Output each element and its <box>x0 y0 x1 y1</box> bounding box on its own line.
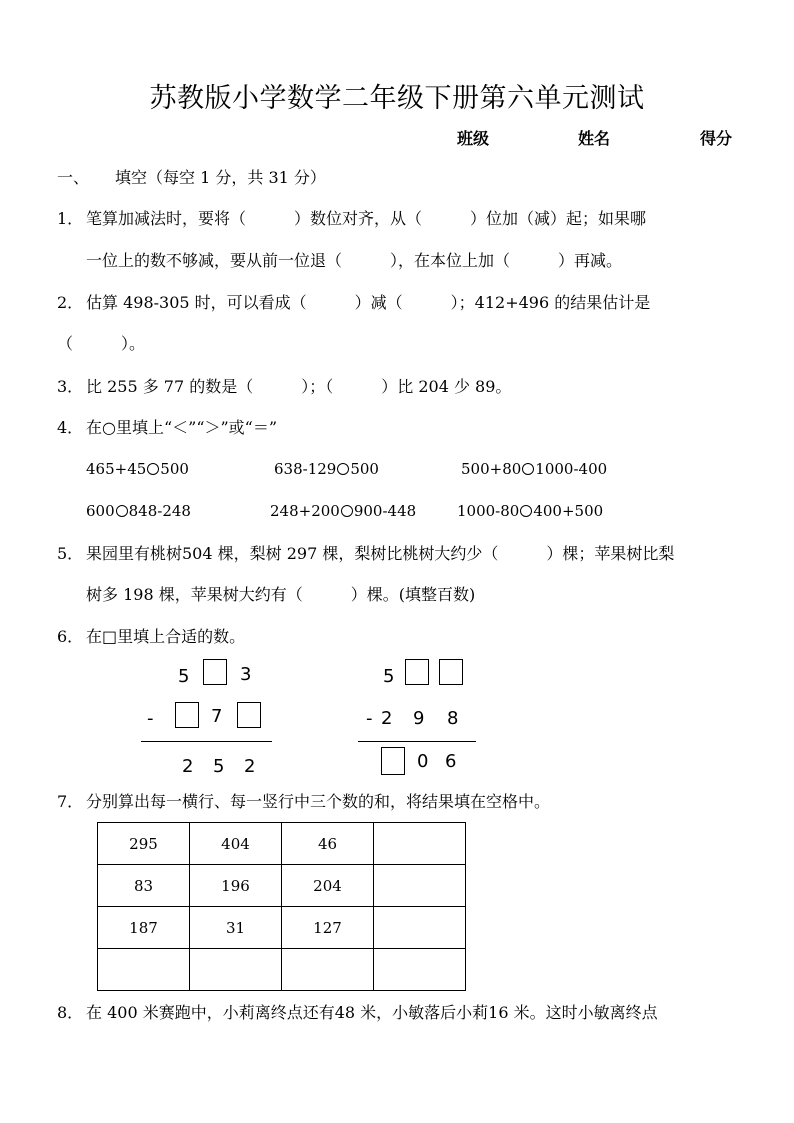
digit: 5 <box>213 756 225 777</box>
answer-cell[interactable] <box>374 823 466 865</box>
comparison-right: 400+500 <box>533 502 604 520</box>
answer-cell[interactable] <box>374 949 466 991</box>
sum-table <box>97 822 466 991</box>
question-number-4: 4． <box>57 418 84 437</box>
question-3-line-1: 比 255 多 77 的数是（ ）；（ ）比 204 少 89。 <box>86 377 512 396</box>
name-label: 姓名 <box>578 129 611 148</box>
comparison-item <box>274 460 379 478</box>
question-number-6: 6． <box>57 627 84 646</box>
comparison-right: 500 <box>160 460 189 478</box>
sum-line <box>141 741 272 742</box>
comparison-right: 1000-400 <box>535 460 608 478</box>
comparison-item <box>461 460 607 478</box>
question-number-3: 3． <box>57 377 84 396</box>
answer-cell[interactable] <box>190 949 282 991</box>
section-heading: 填空（每空 1 分，共 31 分） <box>115 168 326 187</box>
digit: 9 <box>413 708 425 729</box>
comparison-item <box>270 502 416 520</box>
comparison-left: 638-129 <box>274 460 337 478</box>
question-number-8: 8． <box>57 1003 84 1022</box>
answer-cell[interactable] <box>98 949 190 991</box>
digit: 6 <box>445 751 457 772</box>
answer-box[interactable] <box>381 747 405 775</box>
score-label: 得分 <box>700 129 733 148</box>
circle-blank-icon[interactable] <box>337 463 349 475</box>
section-number: 一、 <box>57 168 90 187</box>
digit: 5 <box>383 666 395 687</box>
sum-line <box>358 741 476 742</box>
comparison-right: 848-248 <box>128 502 191 520</box>
answer-box[interactable] <box>439 659 463 685</box>
page-title: 苏教版小学数学二年级下册第六单元测试 <box>149 83 645 114</box>
comparison-left: 248+200 <box>270 502 340 520</box>
comparison-right: 500 <box>350 460 379 478</box>
question-4-line-1: 在○里填上“＜”“＞”或“＝” <box>86 418 278 437</box>
minus-sign: - <box>147 708 154 729</box>
comparison-left: 600 <box>86 502 115 520</box>
digit: 2 <box>182 756 194 777</box>
comparison-item <box>457 502 603 520</box>
table-cell: 46 <box>282 823 374 865</box>
question-number-5: 5． <box>57 544 84 563</box>
answer-box[interactable] <box>203 659 227 685</box>
question-number-1: 1． <box>57 209 84 228</box>
comparison-item <box>86 502 191 520</box>
class-label: 班级 <box>457 129 490 148</box>
table-cell: 187 <box>98 907 190 949</box>
question-2-line-2: （ ）。 <box>57 334 146 353</box>
digit: 8 <box>447 708 459 729</box>
table-cell: 204 <box>282 865 374 907</box>
table-cell: 31 <box>190 907 282 949</box>
answer-box[interactable] <box>237 702 261 728</box>
circle-blank-icon[interactable] <box>522 463 534 475</box>
question-8-line-1: 在 400 米赛跑中，小莉离终点还有48 米，小敏落后小莉16 米。这时小敏离终点 <box>86 1003 658 1022</box>
answer-cell[interactable] <box>374 865 466 907</box>
table-cell: 83 <box>98 865 190 907</box>
table-cell: 295 <box>98 823 190 865</box>
table-cell: 196 <box>190 865 282 907</box>
question-1-line-1: 笔算加减法时，要将（ ）数位对齐，从（ ）位加（减）起；如果哪 <box>86 209 647 228</box>
question-5-line-2: 树多 198 棵，苹果树大约有（ ）棵。(填整百数) <box>86 585 476 604</box>
question-2-line-1: 估算 498-305 时，可以看成（ ）减（ ）；412+496 的结果估计是 <box>86 293 651 312</box>
question-number-2: 2． <box>57 293 84 312</box>
answer-box[interactable] <box>175 702 199 728</box>
answer-cell[interactable] <box>374 907 466 949</box>
digit: 3 <box>240 664 252 685</box>
question-1-line-2: 一位上的数不够减，要从前一位退（ ），在本位上加（ ）再减。 <box>86 251 623 270</box>
table-cell: 404 <box>190 823 282 865</box>
comparison-left: 1000-80 <box>457 502 520 520</box>
answer-cell[interactable] <box>282 949 374 991</box>
digit: 2 <box>381 708 393 729</box>
table-cell: 127 <box>282 907 374 949</box>
circle-blank-icon[interactable] <box>341 505 353 517</box>
circle-blank-icon[interactable] <box>520 505 532 517</box>
circle-blank-icon[interactable] <box>147 463 159 475</box>
digit: 7 <box>211 706 223 727</box>
minus-sign: - <box>366 708 373 729</box>
comparison-item <box>86 460 189 478</box>
comparison-left: 500+80 <box>461 460 522 478</box>
circle-blank-icon[interactable] <box>116 505 128 517</box>
table-row <box>98 907 466 949</box>
comparison-right: 900-448 <box>353 502 417 520</box>
comparison-left: 465+45 <box>86 460 147 478</box>
table-row <box>98 823 466 865</box>
question-6-line-1: 在□里填上合适的数。 <box>86 627 246 646</box>
answer-box[interactable] <box>405 659 429 685</box>
table-row <box>98 865 466 907</box>
table-row <box>98 949 466 991</box>
question-5-line-1: 果园里有桃树504 棵，梨树 297 棵，梨树比桃树大约少（ ）棵；苹果树比梨 <box>86 544 675 563</box>
question-7-line-1: 分别算出每一横行、每一竖行中三个数的和，将结果填在空格中。 <box>86 792 551 811</box>
digit: 5 <box>178 666 190 687</box>
digit: 0 <box>417 751 429 772</box>
question-number-7: 7． <box>57 792 84 811</box>
digit: 2 <box>244 756 256 777</box>
